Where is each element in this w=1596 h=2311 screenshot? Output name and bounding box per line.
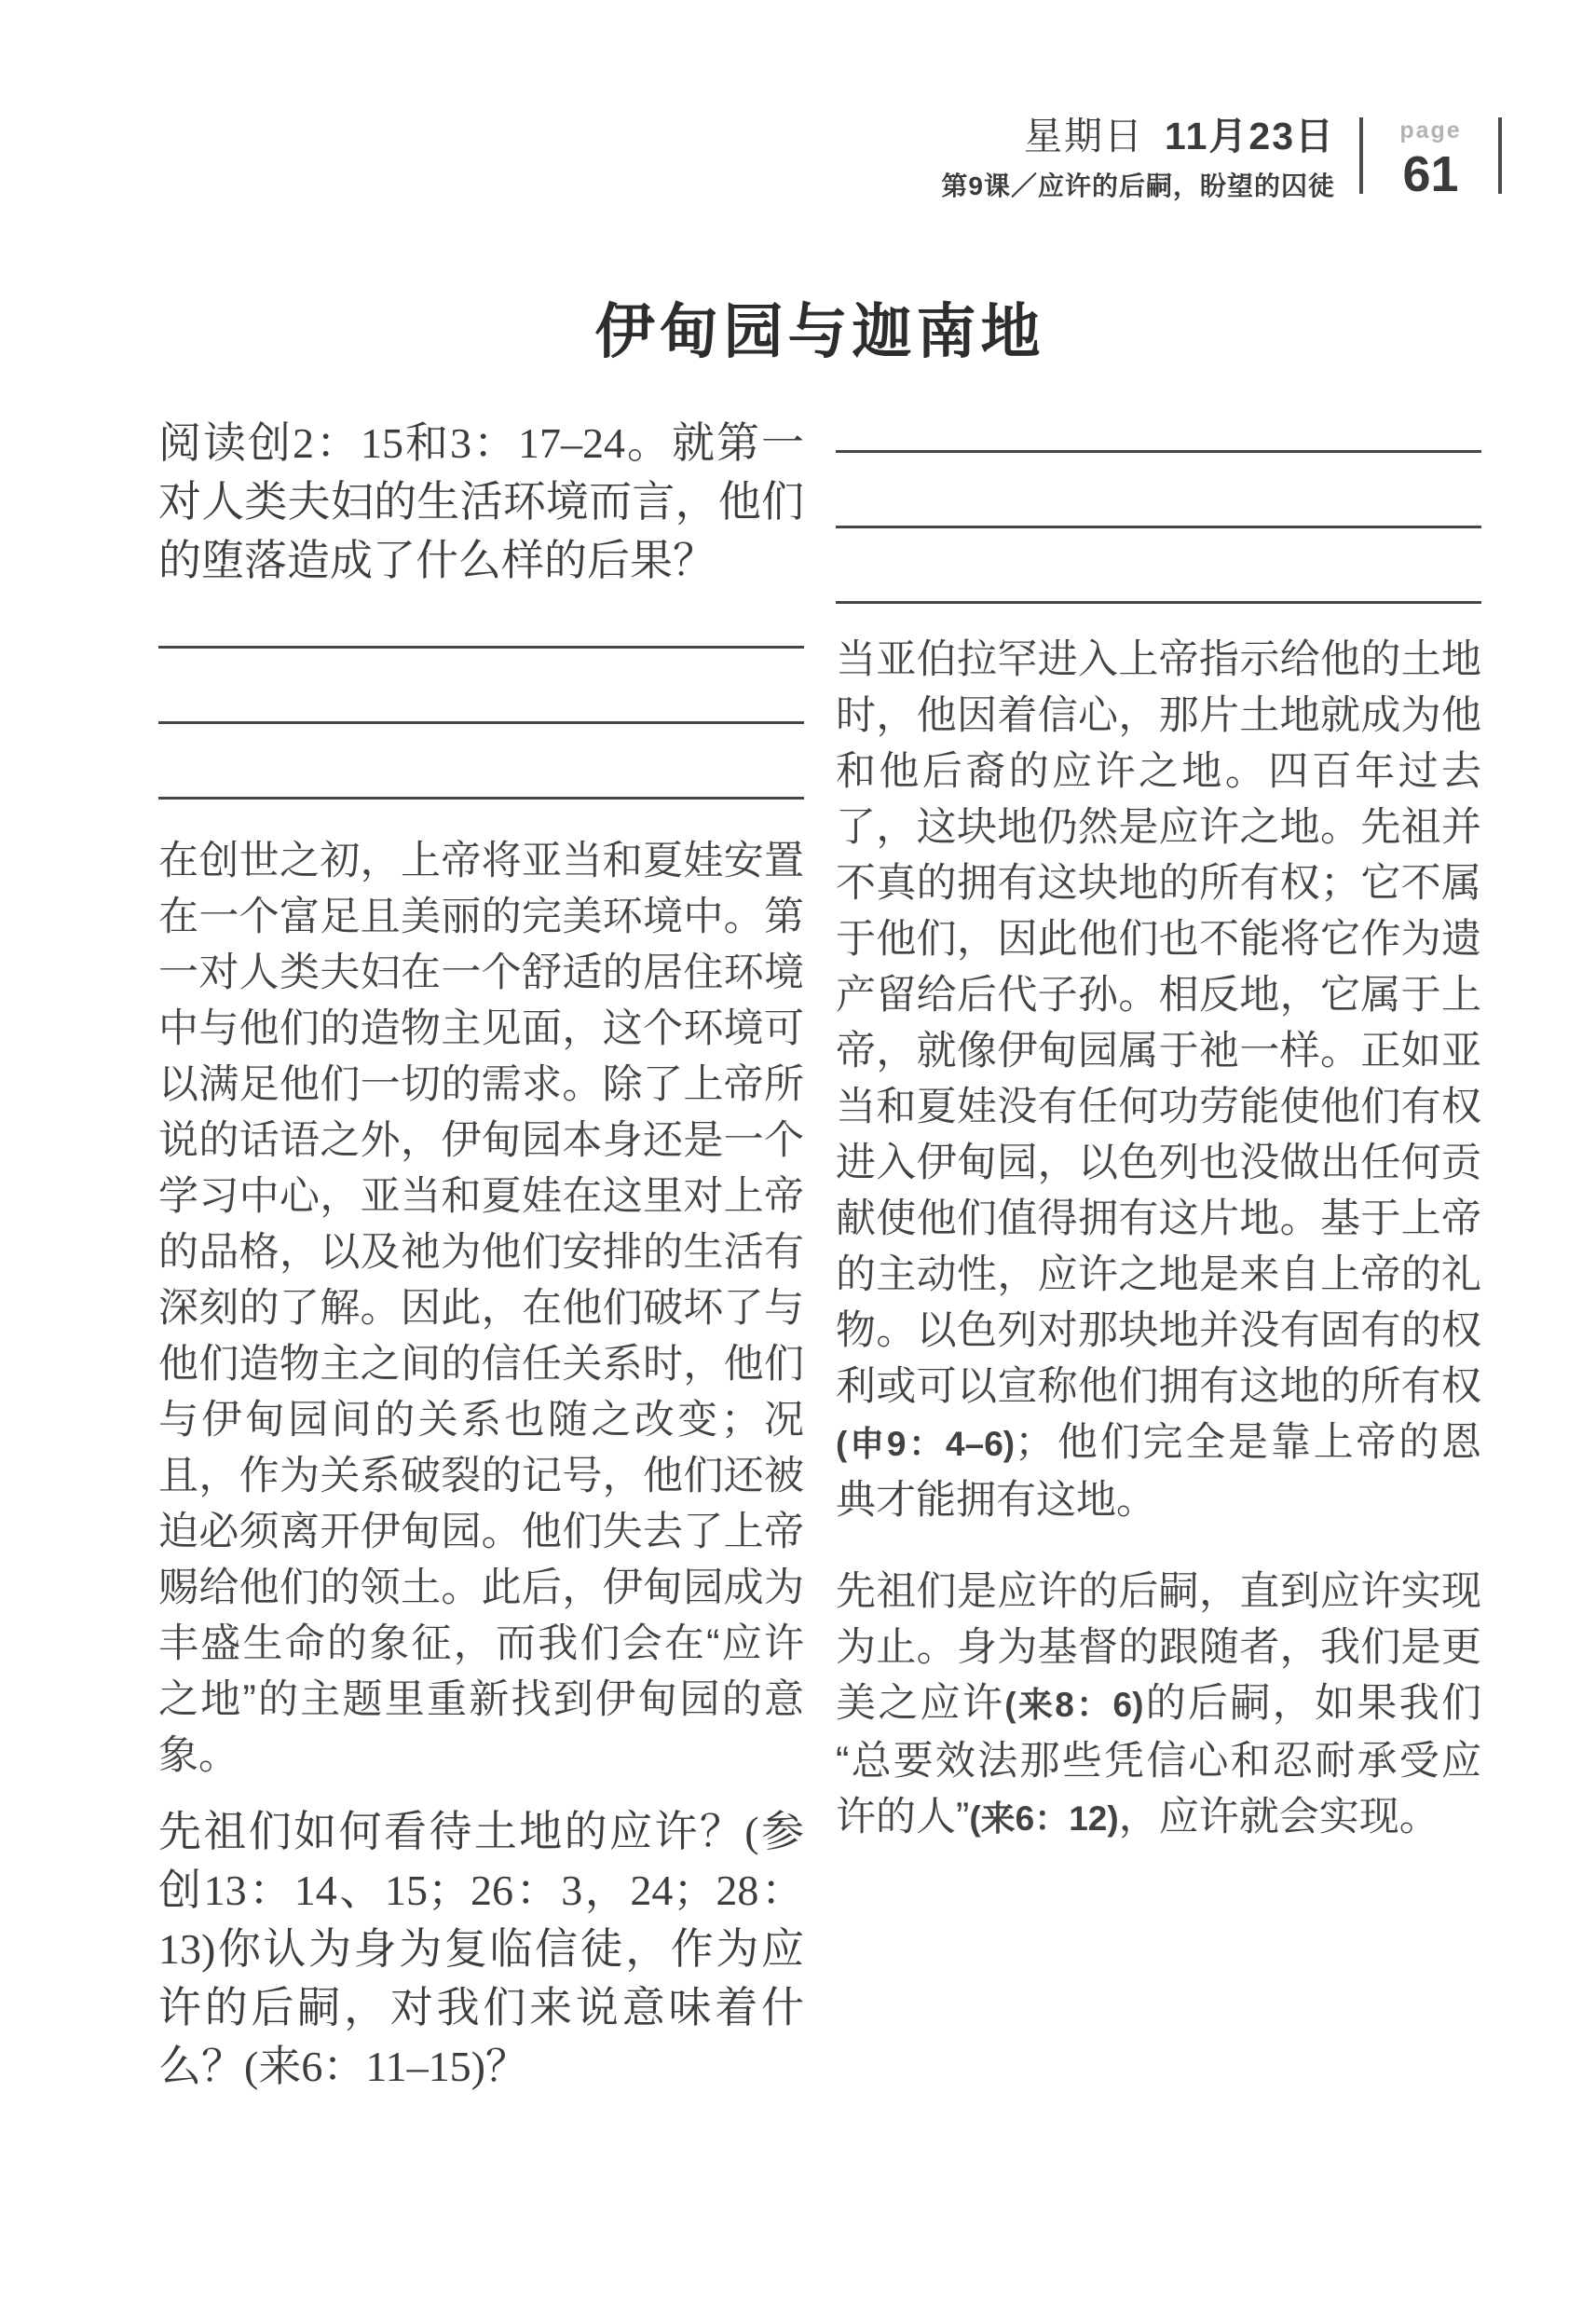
lesson-title: 第9课／应许的后嗣，盼望的囚徒 <box>941 171 1335 201</box>
two-column-body <box>158 414 1481 2096</box>
text-run: ，应许就会实现。 <box>1118 1794 1439 1839</box>
page-number: 61 <box>1402 146 1459 202</box>
page-title: 伊甸园与迦南地 <box>594 299 1045 365</box>
commentary-paragraph-1: 在创世之初，上帝将亚当和夏娃安置在一个富足且美丽的完美环境中。第一对人类夫妇在一个舒适的居住环境中与他们的造物主见面，这个环境可以满足他们一切的需求。除了上帝所说的话语之外，伊甸园本身还是一个学习中心，亚当和夏娃在这里对上帝的品格，以及祂为他们安排的生活有深刻的了解。因此，在他们破坏了与他们造物主之间的信任关系时，他们与伊甸园间的关系也随之改变；况且，作为关系破裂的记号，他们还被迫必须离开伊甸园。他们失去了上帝赐给他们的领土。此后，伊甸园成为丰盛生命的象征，而我们会在“应许之地”的主题里重新找到伊甸园的意象。 <box>158 838 804 1778</box>
text-run: 先祖们是应许的后嗣，直到应许实现为止。身为基督的跟随者，我们是更美之应许 <box>836 1568 1481 1726</box>
answer-line <box>158 590 804 649</box>
right-column <box>836 414 1481 2096</box>
answer-lines-group-2 <box>836 414 1481 604</box>
left-column <box>158 414 804 2096</box>
date-label: 11月23日 <box>1165 115 1335 157</box>
answer-line <box>836 528 1481 604</box>
study-question-1: 阅读创2：15和3：17–24。就第一对人类夫妇的生活环境而言，他们的堕落造成了什么样的后果？ <box>158 418 804 584</box>
bible-reference: (来6：12) <box>969 1798 1119 1838</box>
bible-reference: (来8：6) <box>1004 1685 1144 1724</box>
bible-reference: (申9：4–6) <box>836 1424 1016 1463</box>
page-label: page <box>1399 117 1462 144</box>
weekday-label: 星期日 <box>1024 115 1145 157</box>
answer-line <box>836 453 1481 528</box>
header-divider-bar-right <box>1498 117 1502 194</box>
text-run: ；他们完全是靠上帝的恩典才能拥有这地。 <box>836 1419 1481 1523</box>
answer-lines-group-1 <box>158 590 804 800</box>
page-header <box>0 114 1502 202</box>
commentary-paragraph-2 <box>836 632 1481 1528</box>
answer-line <box>158 724 804 800</box>
study-question-2: 先祖们如何看待土地的应许？(参创13：14、15；26：3，24；28：13)你认为身为复临信徒，作为应许的后嗣，对我们来说意味着什么？(来6：11–15)？ <box>158 1807 804 2090</box>
text-run: 当亚伯拉罕进入上帝指示给他的土地时，他因着信心，那片土地就成为他和他后裔的应许之地。四百年过去了，这块地仍然是应许之地。先祖并不真的拥有这块地的所有权；它不属于他们，因此他们也不能将它作为遗产留给后代子孙。相反地，它属于上帝，就像伊甸园属于祂一样。正如亚当和夏娃没有任何功劳能使他们有权进入伊甸园，以色列也没做出任何贡献使他们值得拥有这片地。基于上帝的主动性，应许之地是来自上帝的礼物。以色列对那块地并没有固有的权利或可以宣称他们拥有这地的所有权 <box>836 636 1481 1409</box>
answer-line <box>836 414 1481 453</box>
answer-line <box>158 649 804 724</box>
text-run: 的后嗣，如果我们“总要效法那些凭信心和忍耐承受应许的人” <box>836 1680 1481 1839</box>
commentary-paragraph-3 <box>836 1564 1481 1847</box>
page-number-block <box>1363 114 1498 202</box>
header-date-line <box>941 116 1335 157</box>
header-text-block <box>941 114 1335 201</box>
